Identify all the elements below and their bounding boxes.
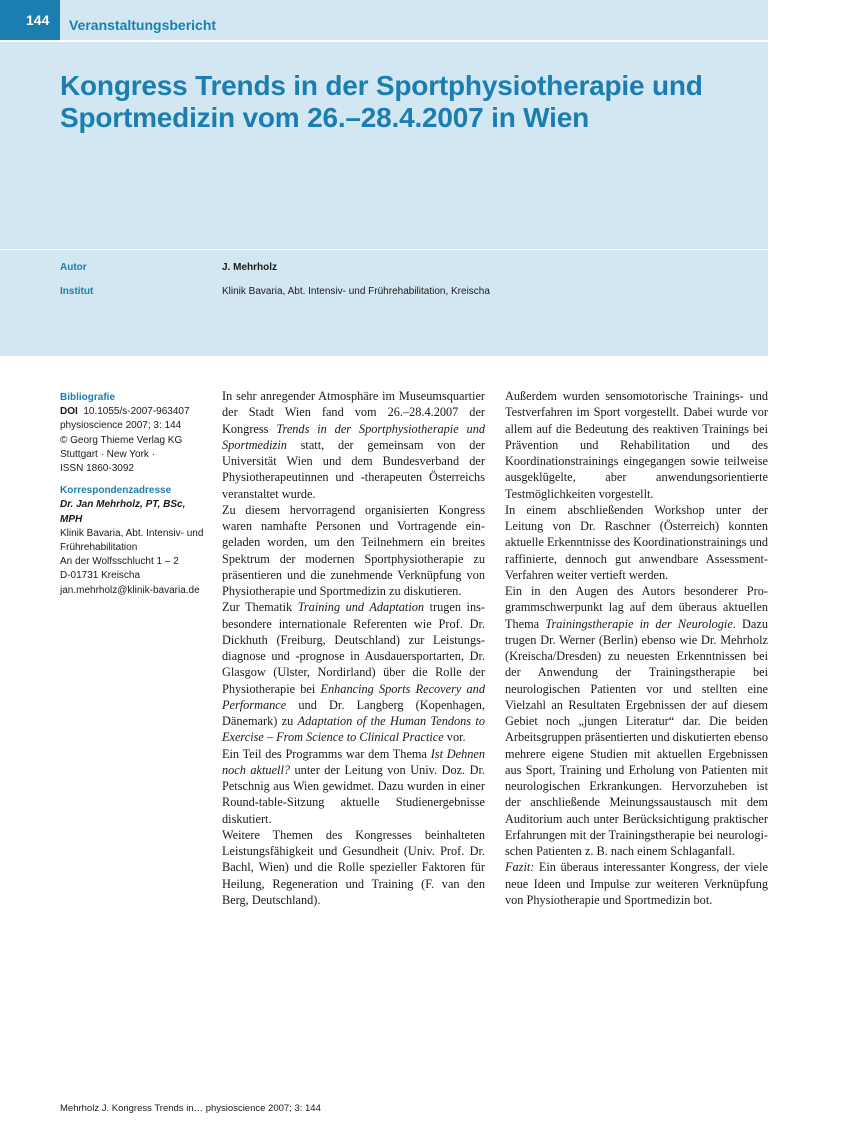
publisher-place: Stuttgart · New York · [60, 448, 156, 460]
paragraph: Fazit: Ein überaus interessanter Kongress, der viele neue Ideen und Impulse zur weiteren Verknüpfung von Physiotherapie und Sportmedizin bot. [505, 860, 768, 907]
page-number: 144 [0, 0, 60, 40]
correspondence-heading: Korrespondenzadresse [60, 485, 172, 497]
copyright: © Georg Thieme Verlag KG [60, 434, 183, 446]
paragraph: Weitere Themen des Kongresses beinhalteten Leistungsfähigkeit und Gesundheit (Univ. Prof. Dr. Bachl, Wien) und die Rolle spezieller Faktoren für Heilung, Regeneration und Training (F. van den Berg, Deutschland). [222, 827, 485, 907]
correspondence-line: Klinik Bavaria, Abt. Intensiv- und [60, 527, 204, 539]
title-line-2: Sportmedizin vom 26.–28.4.2007 in Wien [60, 102, 590, 133]
paragraph: Ein in den Augen des Autors besonderer Programmschwerpunkt lag auf dem überaus aktuellen Thema Trainingstherapie in der Neurologie. Dazu trugen Dr. Werner (Berlin) ebenso wie Dr. Mehrholz (Kreischa/Dresden) zu neuesten Erkenntnissen bei der Anwendung der Trainingstherapie bei neurologischen Patienten vor und stellten eine Vielzahl an Resultaten Ergebnissen der auf diesem Gebiet noch „jungen Literatur“ dar. Die beiden Arbeitsgruppen präsentierten und diskutierten ebenso mehrere eigene Studien mit aktuellen Ergebnissen aus Sport, Training und Erholung von Patienten mit neurologischen Erkrankungen. Hervorzuheben ist der anschließende Meinungssaustausch mit dem Auditorium auch unter Berücksichtigung praktischer Erfahrungen mit der Trainingstherapie bei neurologischen Patienten z. B. nach einem Schlaganfall. [505, 584, 768, 858]
correspondence-line: D-01731 Kreischa [60, 570, 141, 582]
doi-value: 10.1055/s-2007-963407 [83, 406, 190, 418]
sidebar [60, 391, 210, 598]
meta-block [0, 250, 768, 356]
correspondence-email: jan.mehrholz@klinik-bavaria.de [60, 584, 200, 596]
issn: ISSN 1860-3092 [60, 463, 134, 475]
paragraph: In sehr anregender Atmosphäre im Museumsquartier der Stadt Wien fand vom 26.–28.4.2007 der Kongress Trends in der Sportphysiotherapie und Sportmedizin statt, der gemeinsam von der Universität Wien und dem Bundesverband der Physiotherapeutinnen und -therapeuten Österreichs veranstaltet wurde. [222, 389, 485, 501]
paragraph: Zu diesem hervorragend organisierten Kongress waren namhafte Personen und Vortragende eingeladen worden, um den Teilnehmern ein breites Spektrum der modernen Sportphysiotherapie zu präsentieren und die zunehmende Verknüpfung von Physiotherapie und Sportmedizin zu diskutieren. [222, 502, 485, 598]
paragraph: In einem abschließenden Workshop unter der Leitung von Dr. Raschner (Österreich) konnten aktuelle Erkenntnisse des Koordinationstrainings und raffinierte, dennoch gut anwendbare Assessment-Verfahren weiter vertieft werden. [505, 502, 768, 582]
doi-line [60, 405, 210, 419]
paragraph: Außerdem wurden sensomotorische Trainings- und Testverfahren im Sport vorgestellt. Dabei wurde vor allem auf die Bedeutung des reaktiven Trainings bei Prävention und Rehabilitation und des Koordinationstrainings eingegangen sowie teilweise ausgeklügelte, aber anwendungsorientierte Testmöglichkeiten vorgestellt. [505, 389, 768, 501]
journal-citation: physioscience 2007; 3: 144 [60, 420, 182, 432]
author-label: Autor [60, 262, 87, 273]
article-title [60, 70, 740, 134]
body-column-2 [505, 388, 768, 908]
title-block [0, 42, 768, 249]
correspondence-name: Dr. Jan Mehrholz, PT, BSc, MPH [60, 499, 186, 525]
paragraph: Ein Teil des Programms war dem Thema Ist Dehnen noch aktuell? unter der Leitung von Univ. Doz. Dr. Petschnig aus Wien gewidmet. Dazu wurden in einer Round-table-Sitzung aktuelle Studienergebnisse diskutiert. [222, 746, 486, 826]
correspondence-line: An der Wolfsschlucht 1 – 2 [60, 556, 179, 568]
doi-label: DOI [60, 406, 78, 418]
paragraph: Zur Thematik Training und Adaptation trugen insbesondere internationale Referenten wie Prof. Dr. Dickhuth (Freiburg, Deutschland) zur Leistungsdiagnose und -prognose in Ausdauersportarten, Dr. Glasgow (Ulster, Nordirland) über die Rolle der Physiotherapie bei Enhancing Sports Recovery and Performance und Dr. Langberg (Kopenhagen, Dänemark) zu Adaptation of the Human Tendons to Exercise – From Science to Clinical Practice vor. [222, 600, 485, 745]
body-column-1 [222, 388, 485, 908]
bibliography-heading: Bibliografie [60, 392, 116, 403]
institute-value: Klinik Bavaria, Abt. Intensiv- und Frührehabilitation, Kreischa [222, 286, 490, 297]
institute-label: Institut [60, 286, 94, 297]
title-line-1: Kongress Trends in der Sportphysiotherapie und [60, 70, 703, 101]
section-label: Veranstaltungsbericht [69, 17, 217, 33]
header-bar [0, 0, 768, 40]
correspondence-line: Frührehabilitation [60, 542, 138, 554]
author-value: J. Mehrholz [222, 262, 278, 273]
footer-citation: Mehrholz J. Kongress Trends in… physioscience 2007; 3: 144 [60, 1103, 321, 1114]
